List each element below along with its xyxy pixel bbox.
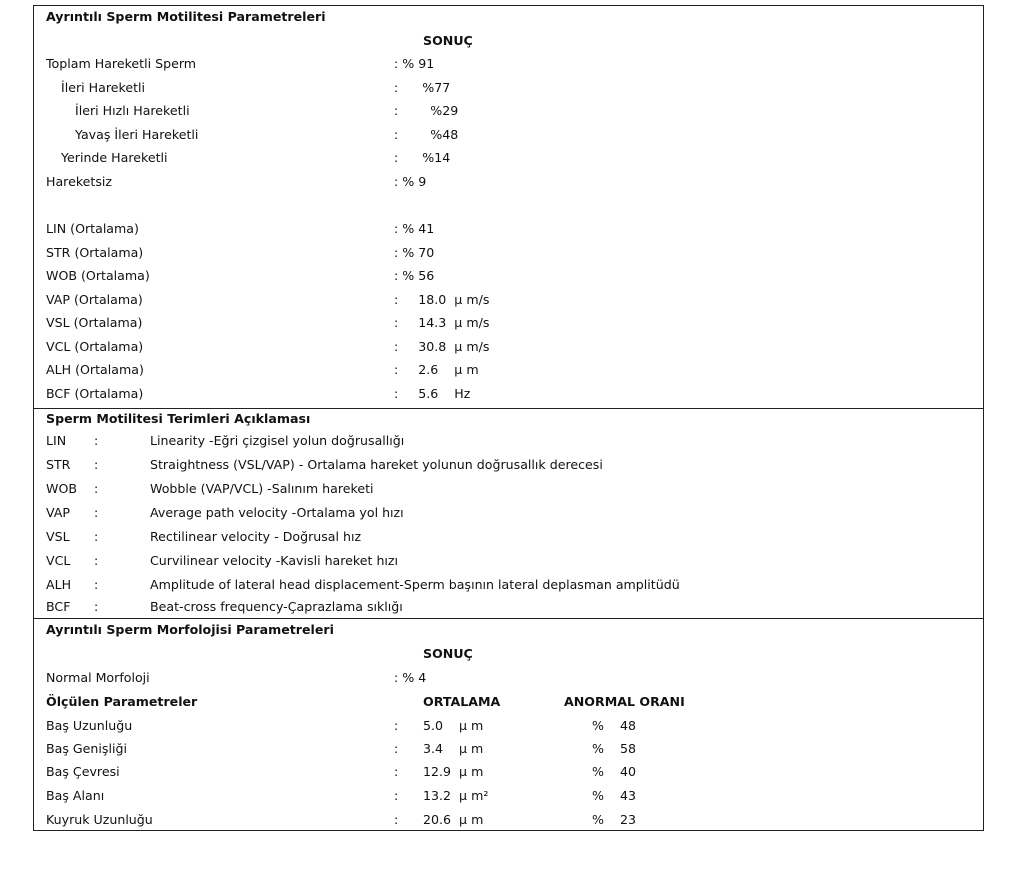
term-colon: : bbox=[94, 457, 99, 472]
row-value: : 30.8 μ m/s bbox=[394, 339, 490, 354]
term-desc: Beat-cross frequency-Çaprazlama sıklığı bbox=[150, 599, 403, 614]
row-value: : 2.6 μ m bbox=[394, 362, 479, 377]
row-label: Hareketsiz bbox=[46, 174, 113, 189]
term-abbr: VAP bbox=[46, 505, 71, 520]
morph-abnormal: % 23 bbox=[592, 812, 637, 827]
motility-result-header: SONUÇ bbox=[423, 33, 473, 48]
row-value: : % 9 bbox=[394, 174, 427, 189]
morph-label: Kuyruk Uzunluğu bbox=[46, 812, 153, 827]
normal-morphology-label: Normal Morfoloji bbox=[46, 670, 150, 685]
morph-abnormal: % 58 bbox=[592, 741, 637, 756]
term-abbr: ALH bbox=[46, 577, 72, 592]
term-colon: : bbox=[94, 599, 99, 614]
row-value: : %77 bbox=[394, 80, 451, 95]
term-abbr: BCF bbox=[46, 599, 71, 614]
row-label: Yavaş İleri Hareketli bbox=[75, 127, 199, 142]
row-label: Yerinde Hareketli bbox=[61, 150, 168, 165]
term-colon: : bbox=[94, 481, 99, 496]
row-value: : 18.0 μ m/s bbox=[394, 292, 490, 307]
term-abbr: WOB bbox=[46, 481, 78, 496]
term-desc: Wobble (VAP/VCL) -Salınım hareketi bbox=[150, 481, 374, 496]
morph-abnormal: % 40 bbox=[592, 764, 637, 779]
morph-label: Baş Çevresi bbox=[46, 764, 120, 779]
row-value: : % 91 bbox=[394, 56, 435, 71]
normal-morphology-value: : % 4 bbox=[394, 670, 427, 685]
term-colon: : bbox=[94, 577, 99, 592]
term-colon: : bbox=[94, 505, 99, 520]
row-label: VAP (Ortalama) bbox=[46, 292, 143, 307]
row-label: İleri Hareketli bbox=[61, 80, 146, 95]
morph-colon: : bbox=[394, 788, 399, 803]
row-label: WOB (Ortalama) bbox=[46, 268, 150, 283]
section-divider bbox=[34, 408, 983, 409]
term-abbr: VSL bbox=[46, 529, 70, 544]
morph-average: 13.2 μ m² bbox=[423, 788, 489, 803]
row-label: Toplam Hareketli Sperm bbox=[46, 56, 197, 71]
measured-header: Ölçülen Parametreler bbox=[46, 694, 198, 709]
section-divider bbox=[34, 618, 983, 619]
average-header: ORTALAMA bbox=[423, 694, 501, 709]
term-desc: Average path velocity -Ortalama yol hızı bbox=[150, 505, 404, 520]
term-desc: Amplitude of lateral head displacement-Sperm başının lateral deplasman amplitüdü bbox=[150, 577, 680, 592]
morph-colon: : bbox=[394, 812, 399, 827]
term-desc: Rectilinear velocity - Doğrusal hız bbox=[150, 529, 362, 544]
row-value: : %14 bbox=[394, 150, 451, 165]
row-value: : %29 bbox=[394, 103, 459, 118]
morphology-result-header: SONUÇ bbox=[423, 646, 473, 661]
row-label: VSL (Ortalama) bbox=[46, 315, 143, 330]
term-abbr: VCL bbox=[46, 553, 71, 568]
row-value: : % 56 bbox=[394, 268, 435, 283]
row-label: ALH (Ortalama) bbox=[46, 362, 144, 377]
term-colon: : bbox=[94, 553, 99, 568]
morph-average: 3.4 μ m bbox=[423, 741, 484, 756]
term-desc: Straightness (VSL/VAP) - Ortalama hareket yolunun doğrusallık derecesi bbox=[150, 457, 603, 472]
morph-average: 20.6 μ m bbox=[423, 812, 484, 827]
motility-title: Ayrıntılı Sperm Motilitesi Parametreleri bbox=[46, 9, 326, 24]
row-label: VCL (Ortalama) bbox=[46, 339, 144, 354]
abnormal-rate-header: ANORMAL ORANI bbox=[564, 694, 685, 709]
term-desc: Curvilinear velocity -Kavisli hareket hızı bbox=[150, 553, 399, 568]
term-colon: : bbox=[94, 433, 99, 448]
terms-title: Sperm Motilitesi Terimleri Açıklaması bbox=[46, 411, 311, 426]
row-value: : 14.3 μ m/s bbox=[394, 315, 490, 330]
morph-colon: : bbox=[394, 764, 399, 779]
term-colon: : bbox=[94, 529, 99, 544]
morph-abnormal: % 43 bbox=[592, 788, 637, 803]
row-value: : %48 bbox=[394, 127, 459, 142]
morph-abnormal: % 48 bbox=[592, 718, 637, 733]
row-label: STR (Ortalama) bbox=[46, 245, 144, 260]
morph-label: Baş Uzunluğu bbox=[46, 718, 133, 733]
morphology-title: Ayrıntılı Sperm Morfolojisi Parametreleri bbox=[46, 622, 334, 637]
morph-label: Baş Alanı bbox=[46, 788, 105, 803]
morph-label: Baş Genişliği bbox=[46, 741, 127, 756]
term-abbr: STR bbox=[46, 457, 71, 472]
row-value: : 5.6 Hz bbox=[394, 386, 471, 401]
morph-average: 5.0 μ m bbox=[423, 718, 484, 733]
row-value: : % 41 bbox=[394, 221, 435, 236]
term-abbr: LIN bbox=[46, 433, 67, 448]
row-label: LIN (Ortalama) bbox=[46, 221, 139, 236]
row-value: : % 70 bbox=[394, 245, 435, 260]
morph-average: 12.9 μ m bbox=[423, 764, 484, 779]
morph-colon: : bbox=[394, 718, 399, 733]
term-desc: Linearity -Eğri çizgisel yolun doğrusallığı bbox=[150, 433, 405, 448]
row-label: İleri Hızlı Hareketli bbox=[75, 103, 190, 118]
morph-colon: : bbox=[394, 741, 399, 756]
row-label: BCF (Ortalama) bbox=[46, 386, 144, 401]
